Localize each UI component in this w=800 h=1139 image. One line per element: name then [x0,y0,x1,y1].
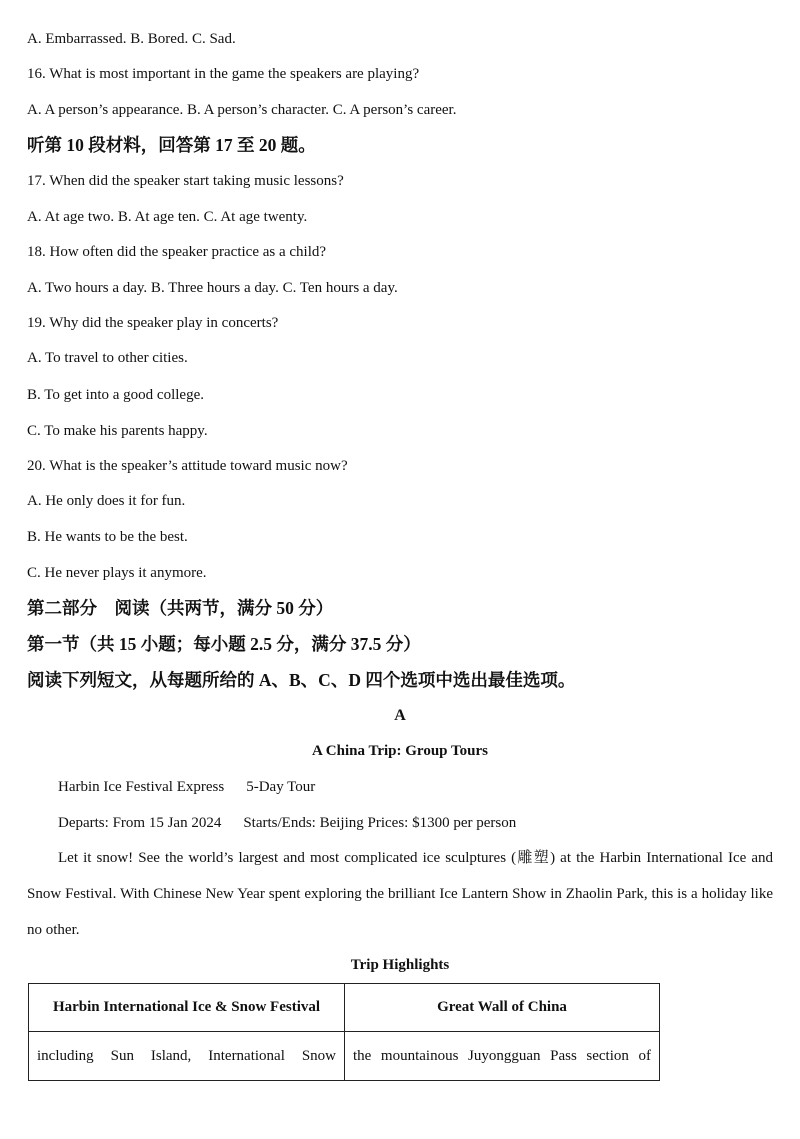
part2-instruction: 阅读下列短文，从每题所给的 A、B、C、D 四个选项中选出最佳选项。 [27,670,576,690]
q17-options: A. At age two. B. At age ten. C. At age twenty. [27,209,308,225]
passage-title: A China Trip: Group Tours [312,743,488,759]
tour-starts-ends-prices: Starts/Ends: Beijing Prices: $1300 per person [243,815,517,831]
tour-info-line [58,777,315,797]
q19-option-c: C. To make his parents happy. [27,423,208,439]
q20-option-a: A. He only does it for fun. [27,493,186,509]
tour-length: 5-Day Tour [246,779,316,795]
q20-question: 20. What is the speaker’s attitude toward music now? [27,458,348,474]
part2-section1: 第一节（共 15 小题；每小题 2.5 分，满分 37.5 分） [27,634,421,654]
part2-title: 第二部分 阅读（共两节，满分 50 分） [27,598,334,618]
q18-question: 18. How often did the speaker practice as a child? [27,244,327,260]
table-header-great-wall: Great Wall of China [345,984,660,1032]
passage-letter: A [394,707,406,724]
q19-question: 19. Why did the speaker play in concerts? [27,315,279,331]
tour-schedule-line [58,813,516,833]
q20-option-b: B. He wants to be the best. [27,529,188,545]
table-cell-harbin: including Sun Island, International Snow [29,1032,345,1081]
q19-option-a: A. To travel to other cities. [27,350,188,366]
passage-body: Let it snow! See the world’s largest and most complicated ice sculptures (雕塑) at the Harbin International Ice and Snow Festival. With Chinese New Year spent exploring the brilliant Ice Lantern Show in Zhaolin Park, this is a holiday like no other. [27,850,773,938]
table-header-harbin: Harbin International Ice & Snow Festival [29,984,345,1032]
highlights-title: Trip Highlights [350,957,450,973]
trip-highlights-table [28,983,660,1081]
table-header-row [29,984,660,1032]
q20-option-c: C. He never plays it anymore. [27,565,207,581]
q16-question: 16. What is most important in the game the speakers are playing? [27,66,420,82]
q16-options: A. A person’s appearance. B. A person’s character. C. A person’s career. [27,102,457,118]
tour-departs: Departs: From 15 Jan 2024 [58,815,222,831]
q18-options: A. Two hours a day. B. Three hours a day. C. Ten hours a day. [27,280,398,296]
q15-options: A. Embarrassed. B. Bored. C. Sad. [27,31,236,47]
q17-question: 17. When did the speaker start taking music lessons? [27,173,344,189]
q19-option-b: B. To get into a good college. [27,387,204,403]
table-cell-great-wall: the mountainous Juyongguan Pass section of [345,1032,660,1081]
tour-name: Harbin Ice Festival Express [58,779,225,795]
table-row [29,1032,660,1081]
section10-heading: 听第 10 段材料，回答第 17 至 20 题。 [27,135,316,155]
